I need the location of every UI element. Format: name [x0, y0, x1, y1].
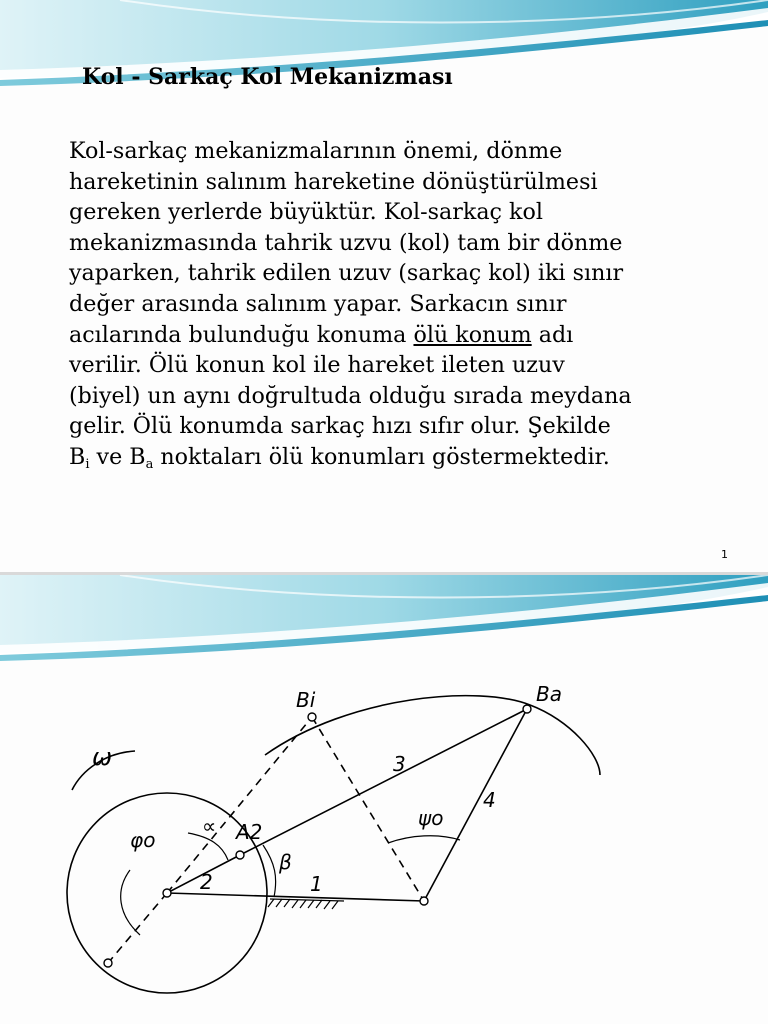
label-link1: 1	[310, 872, 323, 896]
text-line: verilir. Ölü konun kol ile hareket ileten uzuv	[69, 352, 565, 379]
header-swoosh-decoration	[0, 575, 768, 670]
label-link4: 4	[483, 788, 496, 812]
joint-a2	[236, 851, 244, 859]
joint-o	[163, 889, 171, 897]
text-segment: ve B	[89, 443, 146, 470]
label-ba: Ba	[536, 682, 562, 706]
text-line: (biyel) un aynı doğrultuda olduğu sırada meydana	[69, 382, 632, 409]
text-line: değer arasında salınım yapar. Sarkacın sınır	[69, 290, 567, 317]
joint-ground	[420, 897, 428, 905]
underlined-term: ölü konum	[413, 321, 532, 348]
slide-2	[0, 575, 768, 1024]
text-line	[69, 320, 741, 351]
label-omega: ω	[92, 743, 113, 771]
text-line: Kol-sarkaç mekanizmalarının önemi, dönme	[69, 138, 563, 164]
page-number: 1	[721, 548, 728, 561]
rocker-link	[424, 709, 527, 901]
text-line: yaparken, tahrik edilen uzuv (sarkaç kol) iki sınır	[69, 260, 624, 287]
slide-title: Kol - Sarkaç Kol Mekanizması	[82, 64, 453, 90]
text-line: gereken yerlerde büyüktür. Kol-sarkaç kol	[69, 199, 543, 226]
body-paragraph	[69, 136, 741, 473]
subscript: a	[145, 456, 154, 472]
label-bi: Bi	[296, 688, 316, 712]
text-segment: acılarında bulunduğu konuma	[69, 321, 414, 348]
label-link2: 2	[200, 870, 213, 894]
ground-hatch	[268, 899, 344, 909]
subscript: i	[85, 456, 90, 472]
text-line: mekanizmasında tahrik uzvu (kol) tam bir dönme	[69, 229, 623, 256]
text-line: hareketinin salınım hareketine dönüştürülmesi	[69, 168, 598, 195]
psi-angle-arc	[388, 836, 460, 843]
phi-angle-arc	[121, 870, 140, 935]
joint-bi	[308, 713, 316, 721]
label-link3: 3	[393, 752, 406, 776]
label-beta: β	[279, 850, 292, 874]
joint-ba	[523, 705, 531, 713]
text-line	[69, 442, 741, 473]
label-a2: A2	[236, 820, 263, 844]
text-segment: adı	[531, 321, 574, 348]
label-psi0: ψo	[418, 806, 444, 830]
text-segment: B	[69, 443, 86, 470]
text-line: gelir. Ölü konumda sarkaç hızı sıfır olur. Şekilde	[69, 413, 611, 440]
joint-low	[104, 959, 112, 967]
label-phi0: φo	[130, 828, 156, 852]
crank-rocker-mechanism-figure	[60, 665, 620, 1005]
coupler-link	[240, 709, 527, 855]
text-segment: noktaları ölü konumları göstermektedir.	[153, 443, 610, 470]
label-alpha: ∝	[202, 814, 217, 838]
